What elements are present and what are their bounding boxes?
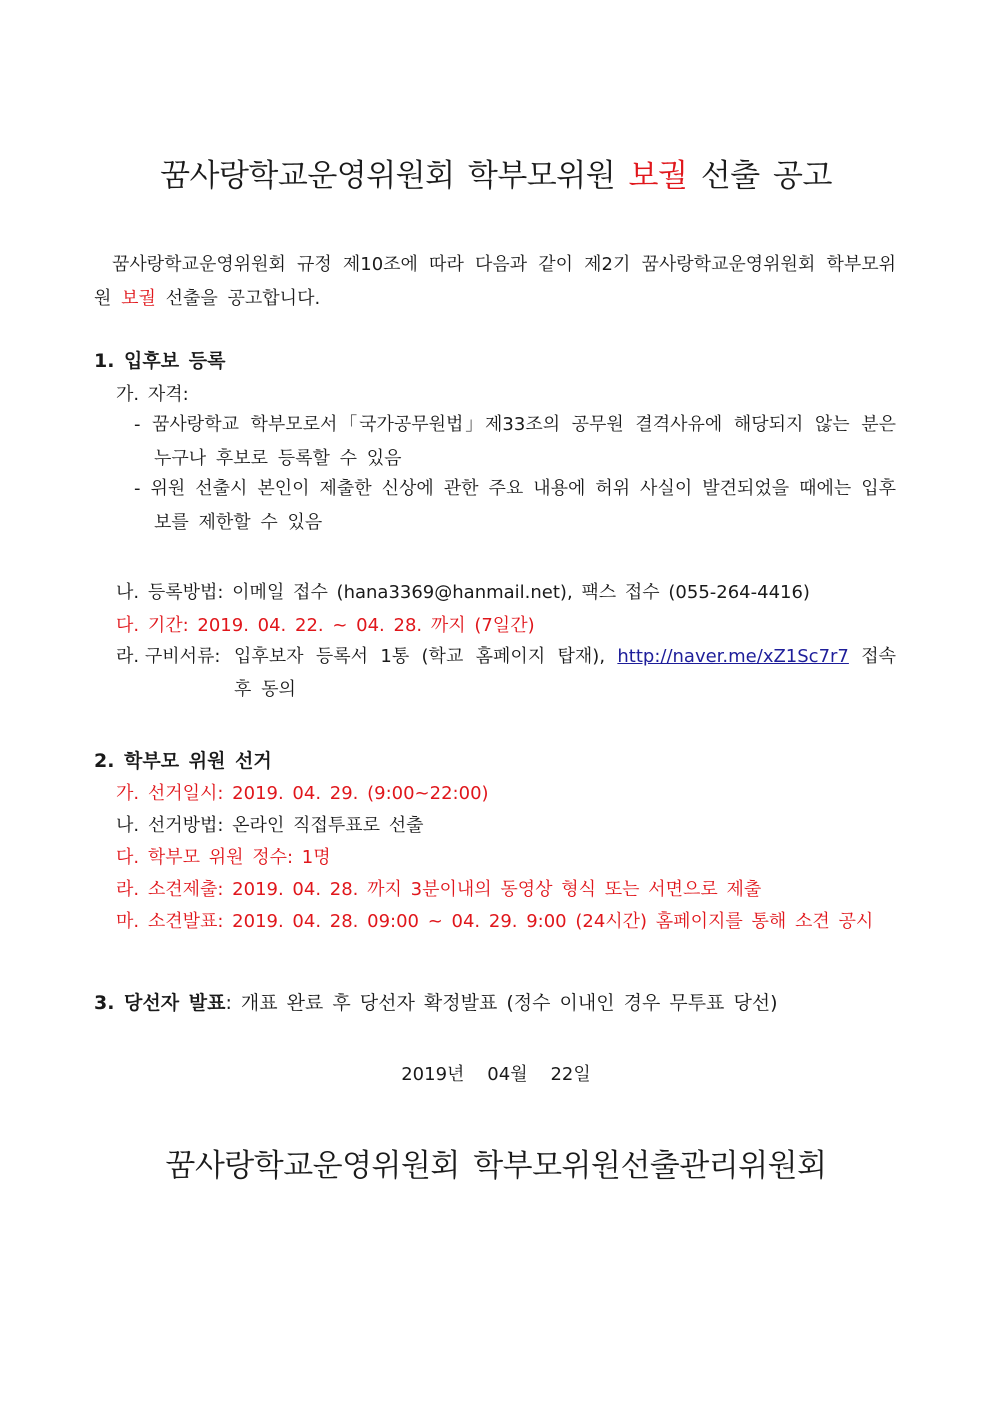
registration-method: 나. 등록방법: 이메일 접수 (hana3369@hanmail.net), 팩스 접수 (055-264-4416)	[116, 582, 810, 603]
issuing-organization: 꿈사랑학교운영위원회 학부모위원선출관리위원회	[165, 1148, 827, 1184]
election-date: 가. 선거일시: 2019. 04. 29. (9:00~22:00)	[116, 783, 489, 804]
required-documents-body	[234, 640, 896, 706]
title-highlight: 보궐	[628, 158, 688, 194]
qualification-label: 가. 자격:	[116, 384, 189, 405]
intro-part1: 꿈사랑학교운영위원회 규정 제10조에 따라 다음과 같이 제2기 꿈사랑학교운영위원회 학부모위원	[94, 254, 896, 309]
title-suffix: 선출 공고	[687, 158, 832, 194]
section3-heading: 3. 당선자 발표	[94, 992, 226, 1014]
intro-highlight: 보궐	[121, 288, 156, 309]
statement-submission: 라. 소견제출: 2019. 04. 28. 까지 3분이내의 동영상 형식 또는 서면으로 제출	[116, 879, 762, 900]
required-documents-tail: 접속 후 동의	[234, 646, 896, 700]
required-documents-text: 입후보자 등록서 1통 (학교 홈페이지 탑재),	[234, 646, 618, 667]
section2-heading: 2. 학부모 위원 선거	[94, 750, 272, 772]
section3	[94, 988, 778, 1015]
required-documents-label: 라. 구비서류:	[116, 646, 221, 667]
notice-date: 2019년 04월 22일	[401, 1064, 591, 1085]
qualification-item: - 위원 선출시 본인이 제출한 신상에 관한 주요 내용에 허위 사실이 발견되었을 때에는 입후보를 제한할 수 있음	[134, 478, 896, 533]
qualification-item: - 꿈사랑학교 학부모로서「국가공무원법」제33조의 공무원 결격사유에 해당되지 않는 분은 누구나 후보로 등록할 수 있음	[134, 414, 896, 469]
intro-part2: 선출을 공고합니다.	[155, 288, 321, 309]
registration-period: 다. 기간: 2019. 04. 22. ~ 04. 28. 까지 (7일간)	[116, 615, 535, 636]
document-title	[0, 150, 992, 195]
election-method: 나. 선거방법: 온라인 직접투표로 선출	[116, 815, 424, 836]
intro-paragraph	[94, 248, 896, 316]
section1-heading: 1. 입후보 등록	[94, 350, 226, 372]
statement-announcement: 마. 소견발표: 2019. 04. 28. 09:00 ~ 04. 29. 9:00 (24시간) 홈페이지를 통해 소견 공시	[116, 911, 874, 932]
consent-link[interactable]: http://naver.me/xZ1Sc7r7	[617, 646, 849, 667]
section3-text: : 개표 완료 후 당선자 확정발표 (정수 이내인 경우 무투표 당선)	[225, 992, 778, 1014]
member-quota: 다. 학부모 위원 정수: 1명	[116, 847, 331, 868]
title-prefix: 꿈사랑학교운영위원회 학부모위원	[160, 158, 629, 194]
